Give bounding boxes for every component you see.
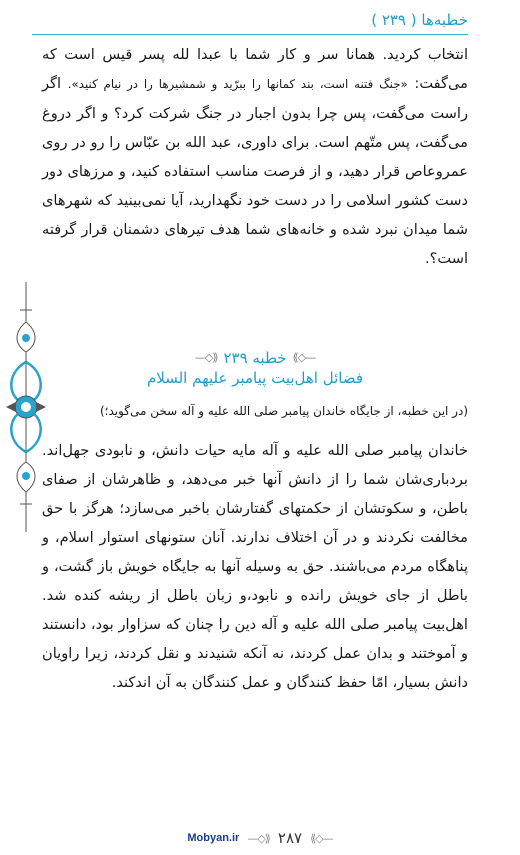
page-header	[32, 6, 468, 35]
sermon-title: فضائل اهل‌بیت پیامبر علیهم السلام	[146, 368, 364, 387]
paragraph-1-lead: انتخاب کردید. همانا سر و کار شما با عبدا لله پسر قیس است که می‌گفت:	[42, 46, 468, 92]
page-footer	[0, 827, 520, 849]
page-number: ۲۸۷	[277, 829, 303, 847]
sermon-intro: (در این خطبه، از جایگاه خاندان پیامبر صلی الله علیه و آله سخن می‌گوید؛)	[99, 404, 468, 418]
paragraph-2-text: خاندان پیامبر صلی الله علیه و آله مایه حیات دانش، و نابودی جهل‌اند. بردباری‌شان شما را از دانش آنها خبر می‌دهد، و ظاهرشان از صفای باطن، و سکوتشان از حکمتهای گفتارشان باخبر می‌سازد؛ هرگز با حق مخالفت نکردند و در آن اختلاف ندارند. آنان ستونهای استوار اسلام، و پناهگاه مردم می‌باشند. حق به وسیله آنها به جایگاه خویش باز گشت، و باطل از جای خویش رانده و نابود،و زبان باطل از ریشه کنده شد. اهل‌بیت پیامبر صلی الله علیه و آله دین را چنان که سزاوار بود، دانستند و آموختند و بدان عمل کردند، نه آنکه شنیدند و نقل کردند، زیرا راویان دانش بسیار، امّا حفظ کنندگان و عمل کنندگان به آن اندکند.	[42, 442, 468, 691]
footer-ornament-right-icon: ⟪◇—	[310, 831, 333, 845]
site-watermark: Mobyan.ir	[187, 832, 240, 844]
paragraph-1-rest: اگر راست می‌گفت، پس چرا بدون اجبار در جنگ شرکت کرد؟ و اگر دروغ می‌گفت، پس متّهم است. برای داوری، عبد الله بن عبّاس را رو در روی عمروعاص قرار دهید، و از فرصت مناسب استفاده کنید، و مرزهای دور دست کشور اسلامی را در دست خود نگهدارید، آیا نمی‌بینید که شهرهای شما میدان نبرد شده و خانه‌های شما هدف تیرهای دشمنان قرار گرفته است؟.	[42, 75, 468, 267]
paragraph-2	[42, 436, 468, 697]
ornament-left-icon: —◇⟫	[292, 351, 316, 364]
ornament-right-icon: ⟪◇—	[194, 351, 218, 364]
paragraph-1	[42, 40, 468, 273]
sermon-number-row	[195, 349, 315, 367]
paragraph-1-quote: «جنگ فتنه است، بند کمانها را ببرّید و شمشیرها را در نیام کنید».	[67, 77, 408, 91]
sermon-heading	[42, 346, 468, 387]
margin-ornament-icon	[4, 282, 48, 532]
footer-ornament-left-icon: —◇⟫	[247, 831, 270, 845]
sermon-number: خطبه ۲۳۹	[223, 348, 287, 367]
header-title: خطبه‌ها ( ۲۳۹ )	[371, 11, 468, 29]
